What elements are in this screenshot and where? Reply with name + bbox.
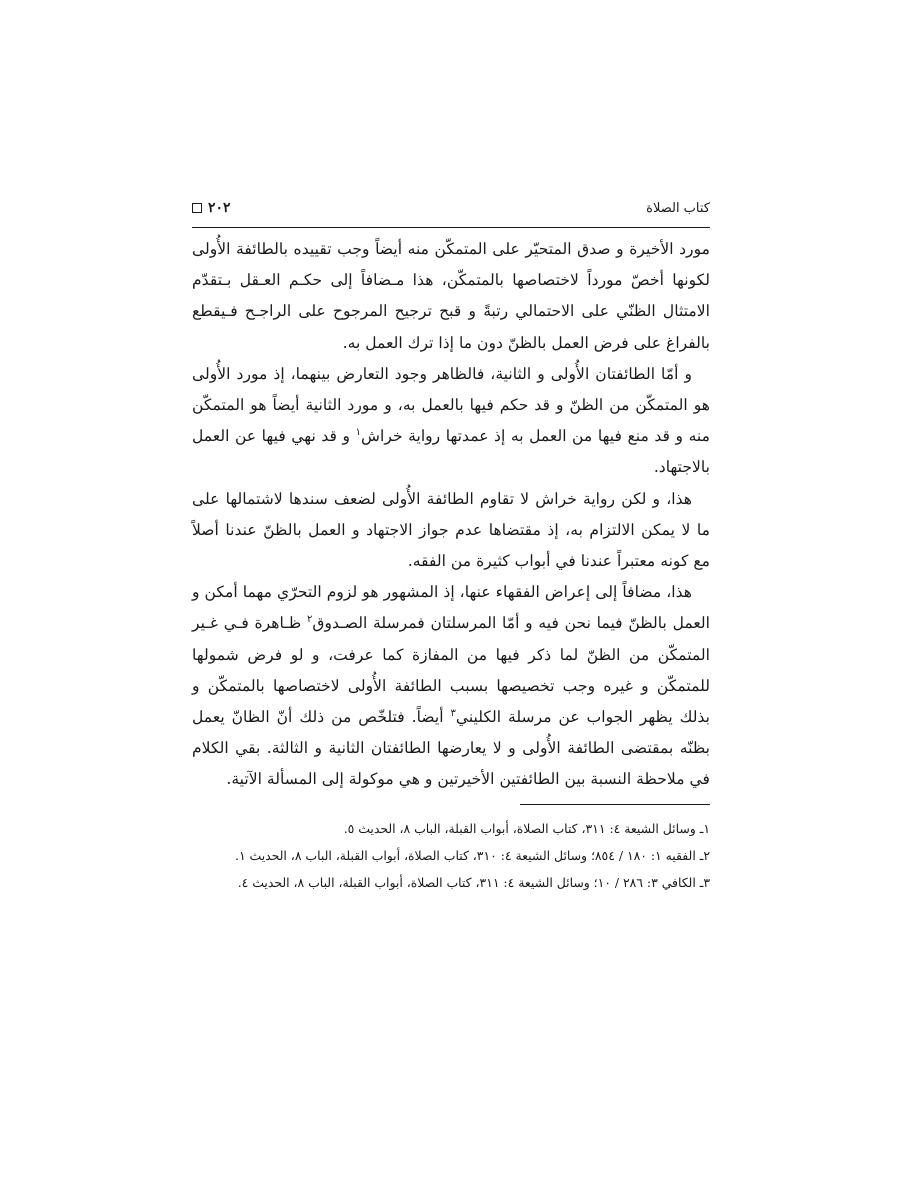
footnote-ref-2: ٢ [306,614,313,626]
square-icon [192,203,202,213]
footnote-rule [520,804,710,805]
page-number-group [192,200,231,216]
paragraph-2-text-b: و قد نهي فيها عن العمل بالاجتهاد. [192,427,710,477]
running-head [192,195,710,221]
header-rule [192,227,710,228]
paragraph-4-text-a: هذا، مضافاً إلى إعراض الفقهاء عنها، إذ المشهور هو لزوم التحرّي مهما أمكن و العمل بالظنّ فيما نحن فيه و أمّا المرسلتان فمرسلة الصـدوق [192,583,710,633]
page-number: ٢٠٢ [208,200,231,216]
paragraph-1: مورد الأخيرة و صدق المتحيّر على المتمكّن منه أيضاً وجب تقييده بالطائفة الأُولى لكونها أخصّ مورداً لاختصاصها بالمتمكّن، هذا مـضافاً إلى حكـم العـقل بـتقدّم الامتثال الظنّي على الاحتمالي رتبةً و قبح ترجيح المرجوح على الراجـح فـيقطع بالفراغ على فرض العمل بالظنّ دون ما إذا ترك العمل به. [192,240,710,352]
paragraph-4-text-b: ظـاهرة فـي غـير المتمكّن من الظنّ لما ذكر فيها من المفازة كما عرفت، و لو فرض شمولها للمتمكّن و غيره وجب تخصيصها بسبب الطائفة الأُولى لاختصاصها بالمتمكّن و بذلك يظهر الجواب عن مرسلة الكليني [192,614,710,727]
main-text [192,234,710,796]
footnote-2: ٢ـ الفقيه ١: ١٨٠ / ٨٥٤؛ وسائل الشيعة ٤: ٣١٠، كتاب الصلاة، أبواب القبلة، الباب ٨، الحديث ١. [234,847,710,863]
paragraph-4-text-c: أيضاً. فتلخّص من ذلك أنّ الظانّ يعمل بظنّه بمقتضى الطائفة الأُولى و لا يعارضها الطائفتان الثانية و الثالثة. بقي الكلام في ملاحظة النسبة بين الطائفتين الأخيرتين و هي موكولة إلى المسألة الآتية. [192,708,710,789]
book-page [192,195,710,896]
footnotes [192,815,710,896]
paragraph-2 [192,359,710,484]
paragraph-3: هذا، و لكن رواية خراش لا تقاوم الطائفة الأُولى لضعف سندها لاشتمالها على ما لا يمكن الالتزام به، إذ مقتضاها عدم جواز الاجتهاد و العمل بالظنّ عندنا أصلاً مع كونه معتبراً عندنا في أبواب كثيرة من الفقه. [192,489,710,571]
footnote-3: ٣ـ الكافي ٣: ٢٨٦ / ١٠؛ وسائل الشيعة ٤: ٣١١، كتاب الصلاة، أبواب القبلة، الباب ٨، الحديث ٤. [237,874,710,890]
footnote-1: ١ـ وسائل الشيعة ٤: ٣١١، كتاب الصلاة، أبواب القبلة، الباب ٨، الحديث ٥. [343,820,710,836]
paragraph-2-text-a: و أمّا الطائفتان الأُولى و الثانية، فالظاهر وجود التعارض بينهما، إذ مورد الأُولى هو المتمكّن من الظنّ و قد حكم فيها بالعمل به، و مورد الثانية أيضاً هو المتمكّن منه و قد منع فيها من العمل به إذ عمدتها رواية خراش [192,364,710,446]
book-title: كتاب الصلاة [646,200,710,216]
footnote-ref-3: ٣ [450,707,456,719]
paragraph-4 [192,577,710,795]
footnote-ref-1: ١ [355,427,361,439]
